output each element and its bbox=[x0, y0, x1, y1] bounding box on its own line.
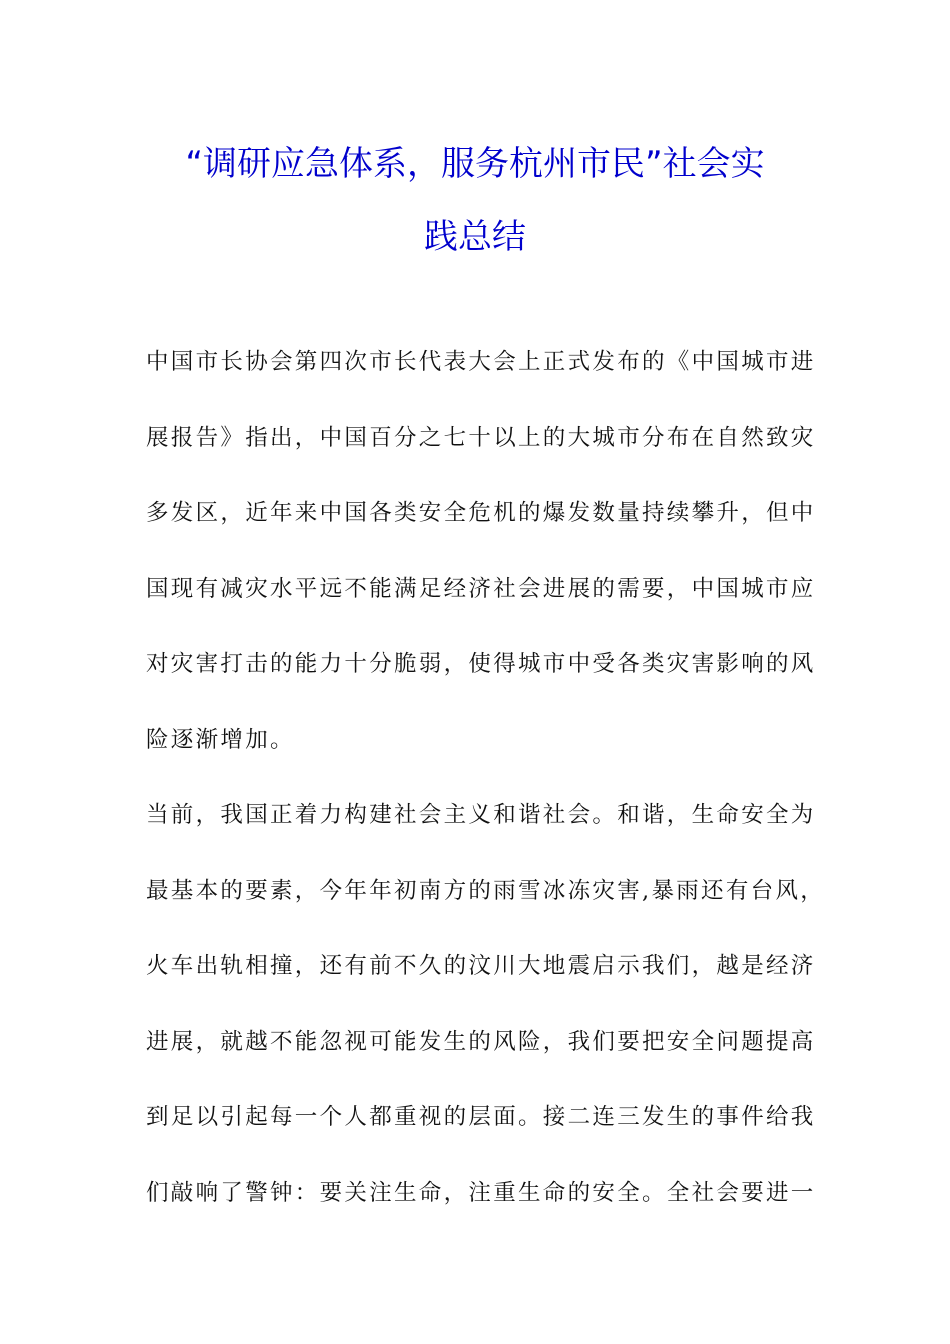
text-line: 当前，我国正着力构建社会主义和谐社会。和谐，生命安全为 bbox=[146, 802, 816, 828]
text-line: 国现有减灾水平远不能满足经济社会进展的需要，中国城市应 bbox=[146, 575, 816, 602]
text-line: 火车出轨相撞，还有前不久的汶川大地震启示我们，越是经济 bbox=[146, 953, 816, 979]
text-line: 进展，就越不能忽视可能发生的风险，我们要把安全问题提高 bbox=[146, 1028, 816, 1055]
text-line: 多发区，近年来中国各类安全危机的爆发数量持续攀升，但中 bbox=[146, 500, 816, 526]
title-line-1: “调研应急体系，服务杭州市民”社会实 bbox=[185, 144, 765, 184]
body-text bbox=[146, 342, 826, 1248]
page-title bbox=[130, 128, 820, 274]
text-line: 对灾害打击的能力十分脆弱，使得城市中受各类灾害影响的风 bbox=[146, 651, 816, 677]
title-line-2: 践总结 bbox=[424, 217, 526, 257]
text-line: 到足以引起每一个人都重视的层面。接二连三发生的事件给我 bbox=[146, 1104, 816, 1130]
text-line: 们敲响了警钟：要关注生命，注重生命的安全。全社会要进一 bbox=[146, 1179, 816, 1206]
text-line: 中国市长协会第四次市长代表大会上正式发布的《中国城市进 bbox=[146, 349, 816, 375]
text-line: 险逐渐增加。 bbox=[146, 726, 295, 753]
text-line: 最基本的要素，今年年初南方的雨雪冰冻灾害,暴雨还有台风， bbox=[146, 877, 826, 904]
text-line: 展报告》指出，中国百分之七十以上的大城市分布在自然致灾 bbox=[146, 424, 816, 451]
